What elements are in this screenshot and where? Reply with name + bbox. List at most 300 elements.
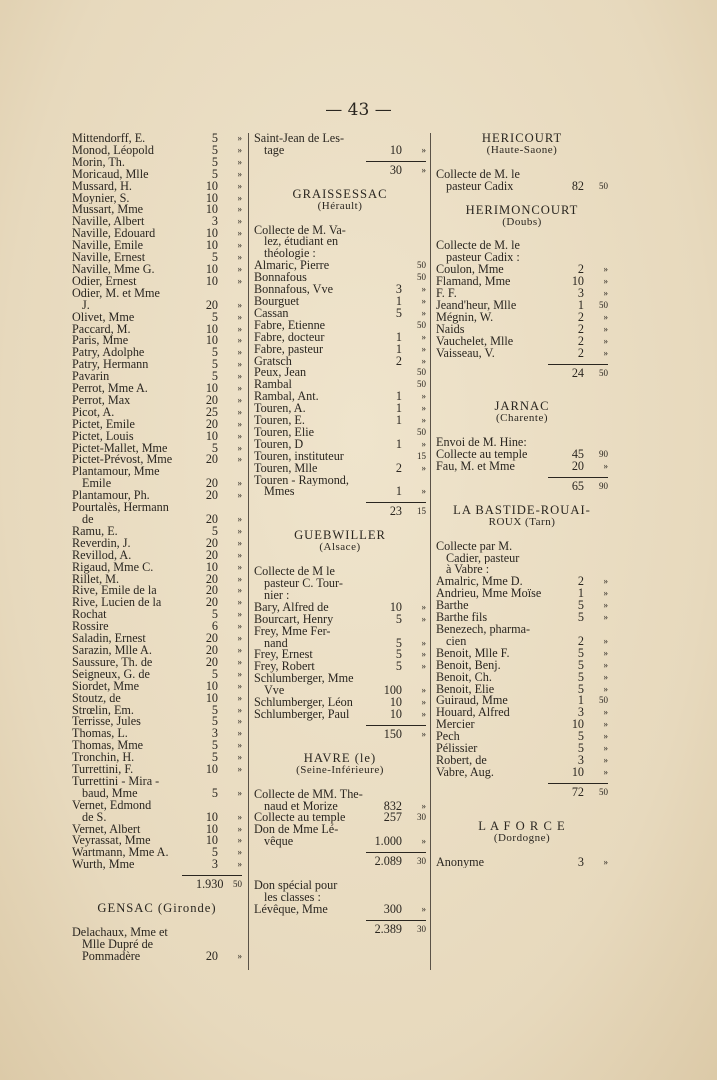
entry-name: Robert, de	[436, 754, 487, 767]
entry-name: Tronchin, H.	[72, 752, 135, 765]
entry-name: Amalric, Mme D.	[436, 576, 523, 589]
entry-name: Naville, Ernest	[72, 252, 146, 264]
entry-name: Benezech, pharma-	[436, 624, 531, 636]
entry-name: Rive, Lucien de la	[72, 597, 162, 610]
entry-amount: 6	[211, 619, 218, 634]
entry-name: Olivet, Mme	[72, 311, 135, 324]
entry-cents: »	[237, 668, 242, 679]
entry-row	[436, 612, 608, 624]
entry-name: Collecte au temple	[254, 812, 346, 825]
entry-name: pasteur C. Tour-	[264, 578, 343, 590]
entry-name: Touren, A.	[254, 403, 306, 416]
entry-name: Benoit, Elie	[436, 683, 495, 696]
total-rule	[366, 161, 426, 162]
entry-name: Pourtalès, Hermann	[72, 502, 169, 514]
entry-amount: 3	[211, 214, 218, 229]
spacer	[436, 799, 608, 821]
section-heading: L A F O R C E	[478, 818, 566, 833]
entry-name: Pictet, Louis	[72, 430, 134, 443]
page-number: — 43 —	[325, 100, 392, 120]
entry-name: de	[82, 514, 94, 526]
entry-name: Rive, Emile de la	[72, 585, 157, 598]
section-subheading: (Charente)	[495, 412, 549, 425]
entry-amount: 20	[205, 452, 218, 467]
entry-name: Touren, E.	[254, 415, 305, 427]
total-rule	[548, 364, 608, 365]
entry-cents: 50	[599, 180, 608, 191]
entry-cents: »	[237, 728, 242, 739]
entry-name: Lévêque, Mme	[254, 903, 328, 916]
entry-row	[254, 225, 426, 237]
entry-row	[436, 541, 608, 553]
section-heading: HAVRE (le)	[303, 750, 377, 765]
entry-cents: »	[237, 656, 242, 667]
entry-cents: 50	[599, 695, 608, 706]
entry-name: Bonnafous	[254, 272, 307, 285]
entry-cents: »	[421, 613, 426, 624]
entry-amount: 5	[577, 657, 584, 672]
entry-cents: »	[237, 156, 242, 167]
entry-cents: »	[237, 740, 242, 751]
entry-name: cien	[446, 635, 467, 648]
entry-cents: »	[603, 276, 608, 287]
entry-name: Seigneux, G. de	[72, 668, 150, 681]
entry-cents: »	[603, 323, 608, 334]
entry-row	[436, 345, 608, 360]
entry-amount: 2	[395, 353, 402, 368]
entry-cents: »	[237, 835, 242, 846]
entry-amount: 1	[577, 297, 584, 312]
entry-cents: »	[237, 204, 242, 215]
entry-row	[436, 784, 608, 799]
entry-cents: »	[237, 490, 242, 501]
entry-cents: 90	[599, 480, 608, 491]
entry-row	[436, 478, 608, 493]
entry-amount: 2	[577, 345, 584, 360]
entry-name: Naville, Albert	[72, 216, 145, 229]
entry-cents: »	[421, 637, 426, 648]
entry-name: Mlle Dupré de	[82, 938, 154, 951]
spacer	[72, 915, 242, 927]
entry-name: Gratsch	[254, 355, 292, 368]
entry-name: Mussart, Mme	[72, 204, 144, 217]
entry-name: Turrettini - Mira -	[72, 775, 160, 788]
entry-cents: »	[603, 288, 608, 299]
entry-row	[254, 566, 426, 578]
entry-row	[436, 553, 608, 565]
column-divider	[248, 133, 249, 970]
entry-cents: 50	[599, 299, 608, 310]
entry-cents: »	[421, 462, 426, 473]
entry-row	[254, 415, 426, 427]
entry-amount: 5	[211, 345, 218, 360]
entry-amount: 10	[205, 381, 218, 396]
entry-name: Rochat	[72, 609, 107, 622]
entry-row	[254, 726, 426, 741]
entry-cents: »	[237, 585, 242, 596]
entry-cents: »	[237, 359, 242, 370]
section-subheading: (Haute-Saone)	[486, 143, 558, 156]
entry-name: Terrisse, Jules	[72, 716, 141, 729]
entry-name: Delachaux, Mme et	[72, 927, 168, 939]
entry-row	[72, 764, 242, 776]
entry-cents: »	[237, 263, 242, 274]
section-subheading: (Alsace)	[319, 541, 361, 554]
entry-row	[254, 706, 426, 721]
entry-amount: 1	[395, 401, 402, 416]
entry-name: Rigaud, Mme C.	[72, 561, 154, 574]
entry-cents: »	[603, 347, 608, 358]
total-rule	[548, 783, 608, 784]
entry-cents: »	[237, 406, 242, 417]
entry-cents: »	[237, 347, 242, 358]
entry-cents: 30	[417, 856, 426, 867]
entry-name: Bonnafous, Vve	[254, 284, 333, 296]
entry-cents: »	[603, 588, 608, 599]
entry-name: Collecte de MM. The-	[254, 788, 363, 801]
entry-row	[72, 273, 242, 288]
entry-cents: »	[237, 240, 242, 251]
entry-amount: 5	[211, 309, 218, 324]
entry-name: Collecte par M.	[436, 540, 513, 553]
entry-cents: »	[237, 335, 242, 346]
entry-cents: »	[237, 859, 242, 870]
entry-name: Benoit, Ch.	[436, 671, 492, 684]
entry-cents: »	[237, 371, 242, 382]
entry-amount: 10	[571, 764, 584, 779]
entry-cents: »	[603, 754, 608, 765]
entry-amount: 10	[389, 706, 402, 721]
total-rule	[548, 477, 608, 478]
entry-name: Ramu, E.	[72, 525, 118, 538]
entry-amount: 5	[211, 714, 218, 729]
entry-amount: 5	[211, 845, 218, 860]
entry-name: Veyrassat, Mme	[72, 835, 151, 848]
entry-name: Wartmann, Mme A.	[72, 847, 169, 860]
entry-name: Houard, Alfred	[436, 707, 510, 720]
entry-amount: 45	[571, 447, 584, 462]
entry-amount: 20	[205, 631, 218, 646]
entry-name: Rambal, Ant.	[254, 391, 319, 404]
entry-amount: 5	[211, 785, 218, 800]
entry-cents: »	[603, 612, 608, 623]
spacer	[254, 213, 426, 225]
entry-cents: »	[237, 609, 242, 620]
entry-name: Mégnin, W.	[436, 311, 494, 324]
entry-name: Pictet-Mallet, Mme	[72, 442, 168, 455]
entry-amount: 20	[205, 948, 218, 963]
entry-cents: »	[237, 168, 242, 179]
entry-row	[254, 836, 426, 848]
section-subheading: (Seine-Inférieure)	[296, 763, 384, 776]
entry-amount: 10	[389, 599, 402, 614]
entry-amount: 5	[577, 598, 584, 613]
section-heading: JARNAC	[494, 399, 550, 414]
entry-cents: 50	[417, 426, 426, 437]
entry-cents: »	[421, 649, 426, 660]
entry-row	[72, 490, 242, 502]
entry-amount: 20	[205, 654, 218, 669]
entry-cents: »	[237, 192, 242, 203]
entry-amount: 5	[395, 611, 402, 626]
entry-name: de S.	[82, 811, 107, 824]
entry-amount: 5	[577, 669, 584, 684]
entry-name: Guiraud, Mme	[436, 695, 508, 708]
entry-cents: »	[603, 766, 608, 777]
entry-amount: 23	[389, 504, 402, 519]
entry-amount: 20	[205, 642, 218, 657]
entry-name: Fau, M. et Mme	[436, 461, 515, 473]
entry-amount: 5	[211, 166, 218, 181]
entry-amount: 10	[205, 273, 218, 288]
entry-name: Benoit, Mlle F.	[436, 647, 510, 660]
entry-cents: »	[421, 486, 426, 497]
entry-cents: »	[237, 430, 242, 441]
entry-name: à Vabre :	[446, 564, 490, 577]
entry-amount: 1.930	[196, 877, 224, 892]
entry-name: F. F.	[436, 288, 457, 300]
entry-name: Mussard, H.	[72, 180, 132, 193]
entry-cents: 50	[233, 879, 242, 890]
entry-cents: »	[237, 644, 242, 655]
entry-name: Frey, Robert	[254, 661, 315, 674]
entry-name: Schlumberger, Mme	[254, 673, 354, 686]
entry-name: Saint-Jean de Les-	[254, 133, 345, 145]
entry-amount: 5	[211, 369, 218, 384]
entry-name: Schlumberger, Léon	[254, 697, 353, 709]
entry-amount: 10	[205, 809, 218, 824]
entry-amount: 257	[383, 810, 402, 825]
entry-cents: »	[237, 764, 242, 775]
entry-cents: »	[603, 264, 608, 275]
entry-amount: 3	[211, 726, 218, 741]
entry-name: Strœlin, Em.	[72, 704, 134, 717]
spacer	[436, 425, 608, 437]
entry-cents: »	[237, 621, 242, 632]
entry-amount: 20	[205, 595, 218, 610]
spacer	[436, 157, 608, 169]
entry-amount: 30	[389, 162, 402, 177]
section-heading: GENSAC (Gironde)	[97, 901, 217, 916]
entry-name: Bourcart, Henry	[254, 613, 334, 626]
entry-cents: 30	[417, 923, 426, 934]
entry-row	[254, 856, 426, 868]
entry-amount: 300	[383, 901, 402, 916]
entry-amount: 1	[395, 484, 402, 499]
entry-amount: 2	[577, 333, 584, 348]
section-heading: HERICOURT	[481, 131, 563, 145]
spacer	[436, 228, 608, 240]
entry-name: Moynier, S.	[72, 192, 130, 205]
entry-row	[254, 260, 426, 272]
entry-row	[436, 365, 608, 380]
entry-cents: »	[421, 295, 426, 306]
entry-row	[254, 236, 426, 248]
total-rule	[366, 725, 426, 726]
entry-name: Thomas, Mme	[72, 740, 144, 753]
entry-amount: 1	[577, 586, 584, 601]
entry-amount: 3	[395, 282, 402, 297]
entry-amount: 10	[205, 202, 218, 217]
entry-amount: 10	[205, 690, 218, 705]
entry-name: Pictet, Emile	[72, 418, 135, 431]
entry-cents: »	[237, 383, 242, 394]
entry-cents: »	[237, 454, 242, 465]
entry-name: Picot, A.	[72, 406, 115, 419]
entry-cents: »	[237, 597, 242, 608]
entry-name: Cassan	[254, 307, 289, 320]
column-1	[72, 133, 242, 963]
total-rule	[366, 502, 426, 503]
spacer	[254, 868, 426, 880]
entry-row	[254, 305, 426, 320]
entry-row	[254, 486, 426, 498]
entry-name: Mmes	[264, 486, 295, 499]
entry-name: Saladin, Ernest	[72, 633, 146, 645]
entry-cents: »	[421, 355, 426, 366]
entry-amount: 10	[205, 678, 218, 693]
entry-amount: 150	[383, 726, 402, 741]
entry-row	[436, 764, 608, 779]
entry-row	[72, 948, 242, 963]
entry-amount: 2	[577, 633, 584, 648]
entry-cents: »	[237, 716, 242, 727]
entry-cents: »	[603, 461, 608, 472]
entry-cents: »	[603, 635, 608, 646]
section-heading: HERIMONCOURT	[465, 202, 579, 217]
entry-name: Rillet, M.	[72, 573, 120, 586]
entry-row	[254, 460, 426, 475]
entry-row	[72, 859, 242, 871]
entry-amount: 25	[205, 404, 218, 419]
entry-cents: »	[237, 561, 242, 572]
entry-amount: 5	[211, 523, 218, 538]
entry-row	[254, 142, 426, 157]
entry-name: Reverdin, J.	[72, 537, 131, 550]
entry-name: Vauchelet, Mlle	[436, 335, 514, 348]
entry-amount: 10	[205, 559, 218, 574]
entry-cents: »	[237, 442, 242, 453]
entry-amount: 20	[205, 488, 218, 503]
entry-amount: 5	[211, 131, 218, 145]
entry-cents: »	[421, 284, 426, 295]
entry-name: Odier, M. et Mme	[72, 287, 160, 300]
entry-name: Rambal	[254, 379, 292, 392]
entry-name: Saussure, Th. de	[72, 656, 153, 669]
section-subheading: (Dordogne)	[493, 831, 551, 844]
entry-name: lez, étudiant en	[264, 236, 339, 249]
entry-cents: »	[603, 731, 608, 742]
entry-cents: »	[421, 307, 426, 318]
column-divider	[430, 133, 431, 970]
entry-cents: »	[421, 903, 426, 914]
entry-amount: 5	[211, 666, 218, 681]
entry-cents: »	[421, 144, 426, 155]
entry-amount: 1	[395, 436, 402, 451]
entry-cents: 30	[417, 812, 426, 823]
entry-amount: 10	[205, 261, 218, 276]
entry-cents: »	[421, 343, 426, 354]
entry-cents: »	[603, 659, 608, 670]
entry-row	[436, 240, 608, 252]
entry-amount: 72	[571, 784, 584, 799]
entry-amount: 1	[395, 329, 402, 344]
entry-cents: »	[421, 391, 426, 402]
entry-name: pasteur Cadix	[446, 180, 514, 193]
entry-name: Collecte de M. le	[436, 240, 520, 253]
entry-name: Flamand, Mme	[436, 276, 511, 289]
entry-amount: 20	[205, 416, 218, 431]
entry-name: Barthe	[436, 600, 469, 613]
entry-cents: »	[237, 144, 242, 155]
entry-row	[254, 812, 426, 824]
entry-amount: 5	[211, 250, 218, 265]
entry-cents: »	[603, 335, 608, 346]
entry-amount: 1	[395, 293, 402, 308]
entry-cents: 50	[599, 786, 608, 797]
entry-cents: »	[237, 394, 242, 405]
entry-amount: 2.389	[374, 921, 402, 936]
entry-name: pasteur Cadix :	[446, 252, 520, 265]
entry-cents: »	[237, 323, 242, 334]
entry-name: Perrot, Max	[72, 394, 131, 407]
entry-amount: 20	[205, 297, 218, 312]
entry-amount: 5	[211, 154, 218, 169]
entry-cents: »	[603, 671, 608, 682]
entry-amount: 5	[577, 645, 584, 660]
entry-cents: »	[237, 275, 242, 286]
entry-name: Patry, Hermann	[72, 359, 149, 372]
entry-row	[436, 854, 608, 869]
entry-name: Don de Mme Lé-	[254, 824, 339, 837]
entry-name: théologie :	[264, 248, 316, 261]
entry-cents: »	[603, 311, 608, 322]
entry-cents: »	[421, 403, 426, 414]
entry-amount: 5	[211, 750, 218, 765]
section-subheading: (Doubs)	[502, 215, 542, 228]
entry-name: Mercier	[436, 719, 475, 732]
entry-cents: »	[421, 438, 426, 449]
entry-row	[254, 611, 426, 626]
entry-amount: 82	[571, 178, 584, 193]
entry-cents: »	[237, 133, 242, 143]
entry-name: Naville, Emile	[72, 240, 144, 253]
entry-row	[72, 454, 242, 466]
entry-name: Benoit, Benj.	[436, 659, 501, 672]
entry-row	[254, 880, 426, 892]
entry-amount: 10	[205, 762, 218, 777]
entry-cents: 90	[599, 449, 608, 460]
entry-amount: 10	[205, 821, 218, 836]
entry-cents: 15	[417, 506, 426, 517]
entry-row	[436, 461, 608, 473]
entry-cents: »	[237, 228, 242, 239]
entry-cents: »	[237, 180, 242, 191]
entry-cents: »	[237, 216, 242, 227]
entry-name: Fabre, Etienne	[254, 319, 326, 332]
entry-name: Barthe fils	[436, 612, 488, 624]
entry-name: Collecte au temple	[436, 449, 528, 462]
entry-name: Anonyme	[436, 856, 485, 869]
entry-cents: »	[421, 415, 426, 426]
entry-amount: 3	[211, 857, 218, 872]
entry-name: Naville, Edouard	[72, 228, 156, 241]
entry-amount: 100	[383, 683, 402, 698]
entry-name: Touren, D	[254, 438, 304, 451]
entry-name: naud et Morize	[264, 800, 338, 813]
entry-name: Sarazin, Mlle A.	[72, 644, 152, 657]
entry-cents: »	[237, 418, 242, 429]
